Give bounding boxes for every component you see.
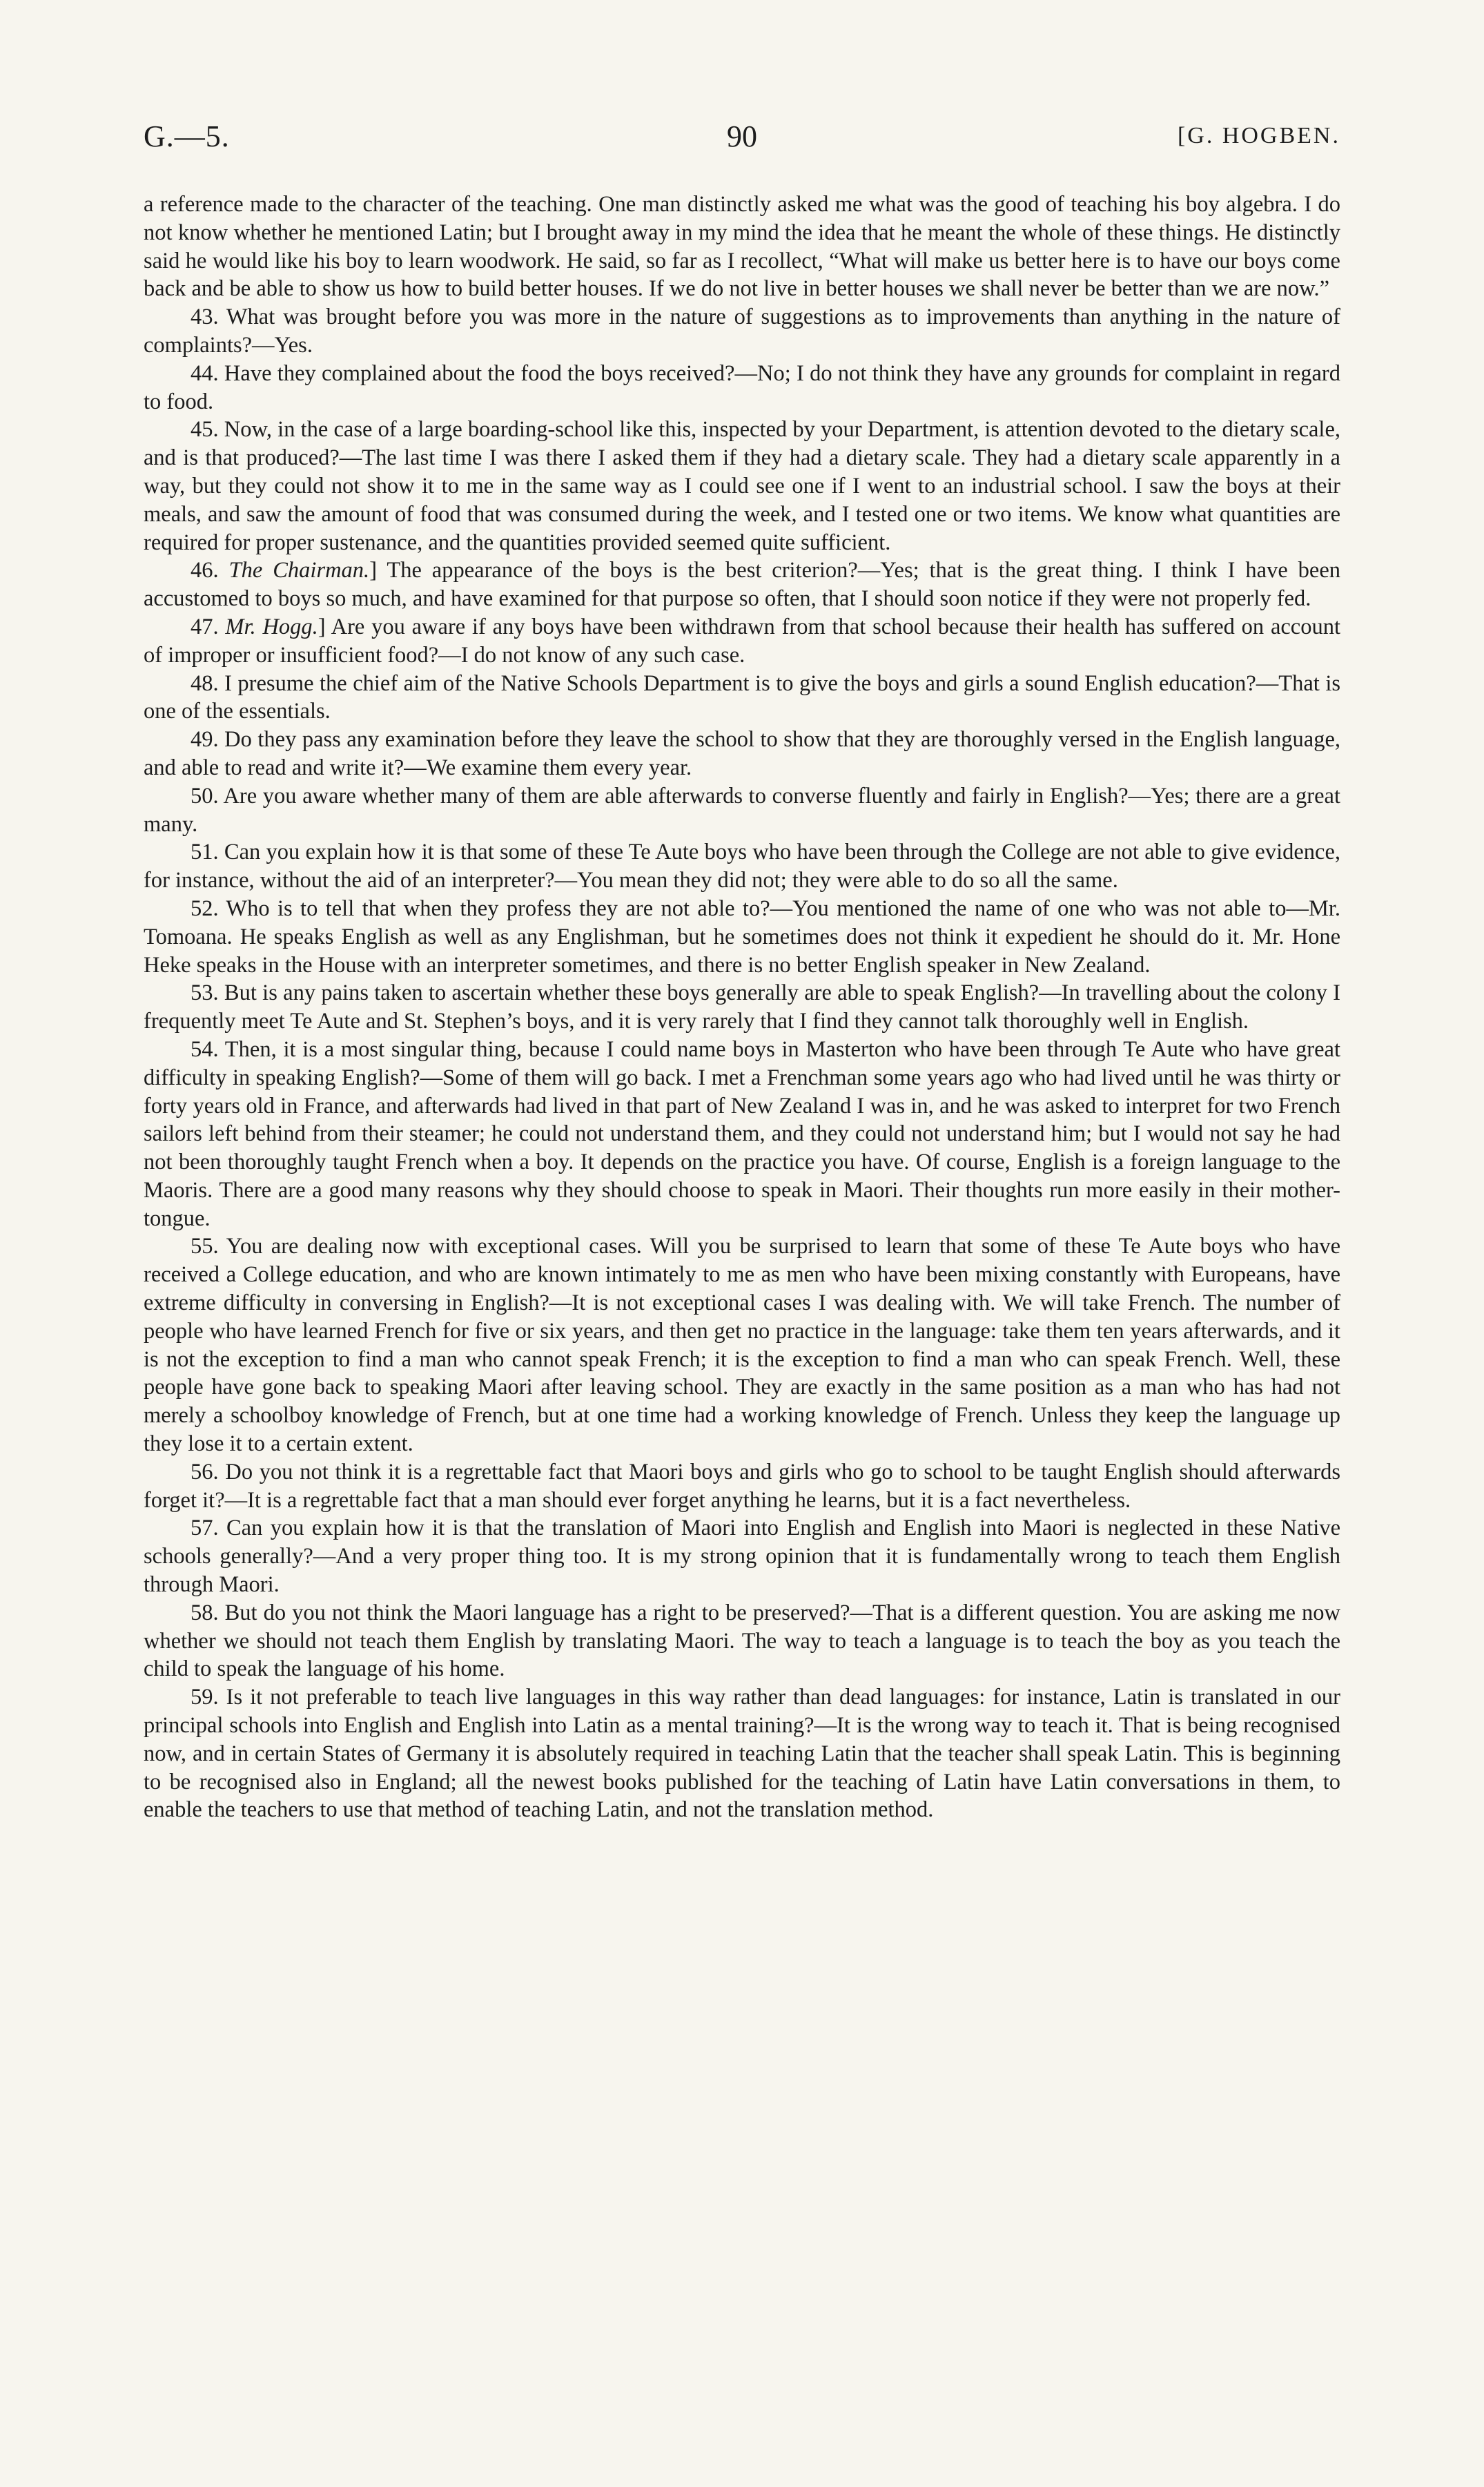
paragraph-text: 56. Do you not think it is a regrettable fact that Maori boys and girls who go to school to be taught English should afterwards forget it?—It is a regrettable fact that a man should ever forget anything he learns, but it is a fact nevertheless. [144,1459,1340,1513]
paragraph-text: 57. Can you explain how it is that the translation of Maori into English and English into Maori is neglected in these Native schools generally?—And a very proper thing too. It is my strong opinion that it is fundamentally wrong to teach them English through Maori. [144,1516,1340,1598]
question-46 [144,557,1340,613]
paragraph-text: 48. I presume the chief aim of the Native Schools Department is to give the boys and girls a sound English education?—That is one of the essentials. [144,670,1340,724]
paragraph-text: 53. But is any pains taken to ascertain whether these boys generally are able to speak English?—In travelling about the colony I frequently meet Te Aute and St. Stephen’s boys, and it is very rarely that I find they cannot talk thoroughly well in English. [144,980,1340,1034]
question-44 [144,360,1340,416]
witness-name: [G. HOGBEN. [1177,123,1340,148]
question-43 [144,303,1340,360]
question-57 [144,1514,1340,1598]
evidence-text [144,191,1340,1824]
paragraph-text: 51. Can you explain how it is that some of these Te Aute boys who have been through the College are not able to give evidence, for instance, without the aid of an interpreter?—You mean they did not; they were able to do so all the same. [144,840,1340,893]
paragraph-text: 47. [191,614,226,639]
paragraph-text: 44. Have they complained about the food the boys received?—No; I do not think they have any grounds for complaint in regard to food. [144,360,1340,414]
question-47 [144,613,1340,670]
paragraph-text: ] The appearance of the boys is the best criterion?—Yes; that is the great thing. I think I have been accustomed to boys so much, and have examined for that purpose so often, that I should soon notice if they were not properly fed. [144,558,1341,612]
paragraph-text: 50. Are you aware whether many of them are able afterwards to converse fluently and fairly in English?—Yes; there are a great many. [144,783,1340,837]
page-number: 90 [727,119,757,153]
question-52 [144,895,1340,979]
paragraph-text: 59. Is it not preferable to teach live languages in this way rather than dead languages: for instance, Latin is translated in our principal schools into English and English into Latin as a mental training?—It is the wrong way to teach it. That is being recognised now, and in certain States of Germany it is absolutely required in teaching Latin that the teacher shall speak Latin. This is beginning to be recognised also in England; all the newest books published for the teaching of Latin have Latin conversations in them, to enable the teachers to use that method of teaching Latin, and not the translation method. [144,1685,1340,1823]
question-56 [144,1458,1340,1515]
question-51 [144,838,1340,895]
continued-paragraph [144,191,1340,303]
speaker-name: The Chairman. [228,558,370,583]
report-code: G.—5. [144,119,230,153]
paragraph-text: 46. [191,558,229,583]
speaker-name: Mr. Hogg. [225,614,318,639]
question-49 [144,726,1340,782]
paragraph-text: 45. Now, in the case of a large boarding-school like this, inspected by your Department, is attention devoted to the dietary scale, and is that produced?—The last time I was there I asked them if they had a dietary scale. They had a dietary scale apparently in a way, but they could not show it to me in the same way as I could see one if I went to an industrial school. I saw the boys at their meals, and saw the amount of food that was consumed during the week, and I tested one or two items. We know what quantities are required for proper sustenance, and the quantities provided seemed quite sufficient. [144,417,1340,555]
question-48 [144,670,1340,726]
question-50 [144,782,1340,839]
paragraph-text: 43. What was brought before you was more in the nature of suggestions as to improvements than anything in the nature of complaints?—Yes. [144,304,1340,358]
question-55 [144,1232,1340,1458]
question-59 [144,1683,1340,1824]
paragraph-text: 55. You are dealing now with exceptional cases. Will you be surprised to learn that some of these Te Aute boys who have received a College education, and who are known intimately to me as men who have been mixing constantly with Europeans, have extreme difficulty in conversing in English?—It is not exceptional cases I was dealing with. We will take French. The number of people who have learned French for five or six years, and then get no practice in the language: take them ten years afterwards, and it is not the exception to find a man who cannot speak French; it is the exception to find a man who can speak French. Well, these people have gone back to speaking Maori after leaving school. They are exactly in the same position as a man who has had not merely a schoolboy knowledge of French, but at one time had a working knowledge of French. Unless they keep the language up they lose it to a certain extent. [144,1234,1340,1457]
question-58 [144,1599,1340,1683]
paragraph-text: 58. But do you not think the Maori language has a right to be preserved?—That is a different question. You are asking me now whether we should not teach them English by translating Maori. The way to teach a language is to teach the boy as you teach the child to speak the language of his home. [144,1600,1340,1682]
paragraph-text: ] Are you aware if any boys have been withdrawn from that school because their health has suffered on account of improper or insufficient food?—I do not know of any such case. [144,614,1340,668]
paragraph-text: 54. Then, it is a most singular thing, because I could name boys in Masterton who have been through Te Aute who have great difficulty in speaking English?—Some of them will go back. I met a Frenchman some years ago who had lived until he was thirty or forty years old in France, and afterwards had lived in that part of New Zealand I was in, and he was asked to interpret for two French sailors left behind from their steamer; he could not understand them, and they could not understand him; but I would not say he had not been thoroughly taught French when a boy. It depends on the practice you have. Of course, English is a foreign language to the Maoris. There are a good many reasons why they should choose to speak in Maori. Their thoughts run more easily in their mother-tongue. [144,1036,1340,1231]
question-45 [144,416,1340,557]
paragraph-text: 49. Do they pass any examination before they leave the school to show that they are thoroughly versed in the English language, and able to read and write it?—We examine them every year. [144,727,1340,780]
paragraph-text: a reference made to the character of the teaching. One man distinctly asked me what was the good of teaching his boy algebra. I do not know whether he mentioned Latin; but I brought away in my mind the idea that he meant the whole of these things. He distinctly said he would like his boy to learn woodwork. He said, so far as I recollect, “What will make us better here is to have our boys come back and be able to show us how to build better houses. If we do not live in better houses we shall never be better than we are now.” [144,192,1340,302]
question-54 [144,1036,1340,1233]
question-53 [144,979,1340,1036]
paragraph-text: 52. Who is to tell that when they profess they are not able to?—You mentioned the name of one who was not able to—Mr. Tomoana. He speaks English as well as any Englishman, but he sometimes does not think it expedient he should do it. Mr. Hone Heke speaks in the House with an interpreter sometimes, and there is no better English speaker in New Zealand. [144,896,1340,978]
page-header [144,119,1340,160]
